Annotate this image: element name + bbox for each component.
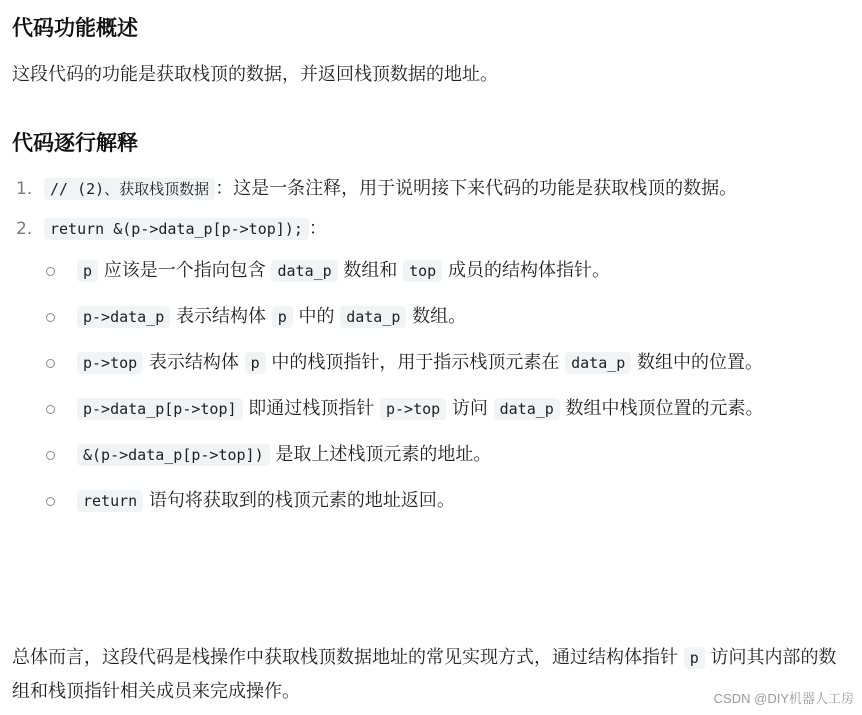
item-text: 成员的结构体指针。 [442, 260, 610, 281]
list-number: 2. [16, 219, 33, 239]
inline-code: p->data_p[p->top] [77, 398, 243, 420]
item-text: 表示结构体 [170, 306, 272, 327]
item-text: 中的 [292, 306, 341, 327]
sub-list-item [44, 438, 850, 472]
inline-code: return &(p->data_p[p->top]); [44, 218, 309, 240]
list-item-step-1 [12, 172, 850, 206]
inline-code: return [77, 490, 143, 512]
item-text: 即通过栈顶指针 [242, 398, 380, 419]
item-text: 访问 [446, 398, 494, 419]
inline-code: p [272, 306, 293, 328]
sub-list-item [44, 300, 850, 334]
inline-code: top [403, 260, 442, 282]
sub-list-item [44, 392, 850, 426]
item-text: 语句将获取到的栈顶元素的地址返回。 [143, 490, 455, 511]
inline-code: &(p->data_p[p->top]) [77, 444, 270, 466]
item-text: 表示结构体 [143, 352, 245, 373]
step-text: ： [308, 218, 327, 239]
inline-code: data_p [271, 260, 337, 282]
function-summary: 这段代码的功能是获取栈顶的数据，并返回栈顶数据的地址。 [12, 64, 498, 85]
inline-code: p [77, 260, 98, 282]
list-number: 1. [16, 179, 33, 199]
hollow-bullet-icon [46, 451, 55, 460]
inline-code: data_p [565, 352, 631, 374]
list-item-step-2 [12, 212, 850, 518]
sub-list-item [44, 254, 850, 288]
inline-code: p->top [380, 398, 446, 420]
item-text: 数组中栈顶位置的元素。 [559, 398, 764, 419]
inline-code: data_p [494, 398, 560, 420]
hollow-bullet-icon [46, 313, 55, 322]
step-text: ：这是一条注释，用于说明接下来代码的功能是获取栈顶的数据。 [215, 178, 738, 199]
hollow-bullet-icon [46, 405, 55, 414]
sub-list [44, 254, 850, 518]
sub-list-item [44, 346, 850, 380]
inline-code: p [684, 647, 705, 669]
summary-text: 访问其内部的数组和栈顶指针相关成员来完成操作。 [12, 647, 837, 702]
inline-code: p->top [77, 352, 143, 374]
item-text: 数组和 [337, 260, 404, 281]
sub-list-item [44, 484, 850, 518]
hollow-bullet-icon [46, 497, 55, 506]
item-text: 数组中的位置。 [631, 352, 764, 373]
item-text: 中的栈顶指针，用于指示栈顶元素在 [265, 352, 566, 373]
inline-code: data_p [340, 306, 406, 328]
summary-text: 总体而言，这段代码是栈操作中获取栈顶数据地址的常见实现方式，通过结构体指针 [12, 647, 684, 668]
item-text: 应该是一个指向包含 [98, 260, 272, 281]
heading-line-by-line: 代码逐行解释 [12, 131, 138, 155]
heading-function-overview: 代码功能概述 [12, 16, 138, 40]
watermark: CSDN @DIY机器人工房 [713, 691, 854, 706]
hollow-bullet-icon [46, 267, 55, 276]
item-text: 是取上述栈顶元素的地址。 [269, 444, 492, 465]
item-text: 数组。 [406, 306, 467, 327]
inline-code: p->data_p [77, 306, 170, 328]
explanation-list [12, 172, 850, 530]
inline-code: p [245, 352, 266, 374]
hollow-bullet-icon [46, 359, 55, 368]
inline-code: // (2)、获取栈顶数据 [44, 178, 215, 200]
